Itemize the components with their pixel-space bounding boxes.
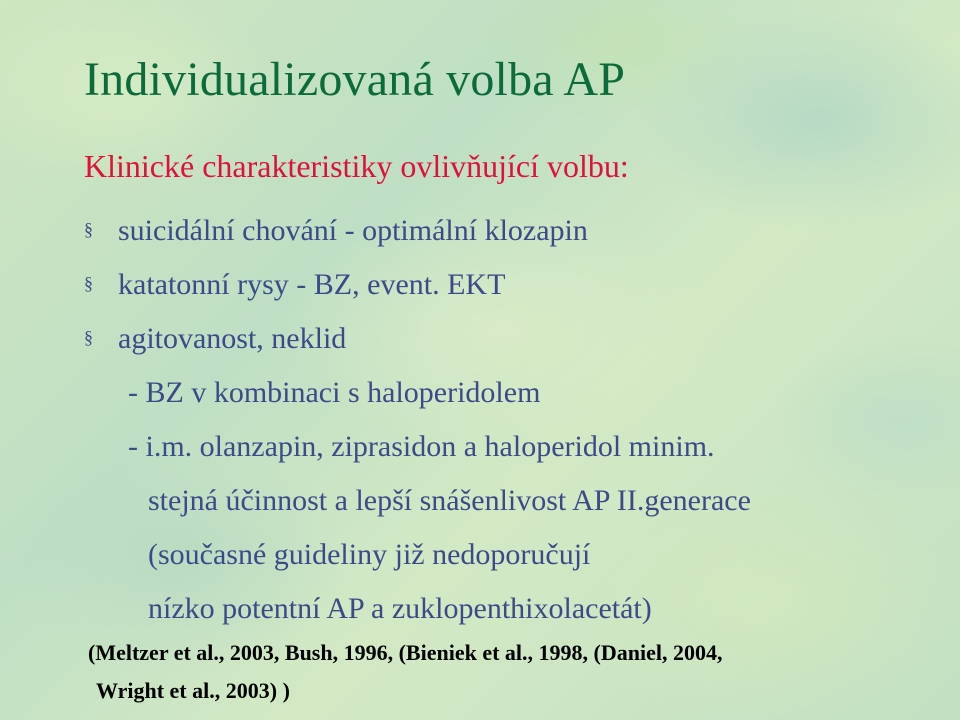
sub-line: - BZ v kombinaci s haloperidolem — [128, 376, 541, 409]
bullet-item — [84, 322, 346, 356]
bullet-text: agitovanost, neklid — [118, 322, 347, 355]
bullet-item — [84, 268, 505, 302]
sub-line: nízko potentní AP a zuklopenthixolacetát) — [148, 592, 652, 625]
slide-title: Individualizovaná volba AP — [84, 53, 626, 106]
reference-line: (Meltzer et al., 2003, Bush, 1996, (Bieniek et al., 1998, (Daniel, 2004, — [88, 640, 723, 665]
bullet-marker-icon: § — [84, 327, 93, 347]
sub-line: (současné guideliny již nedoporučují — [148, 538, 591, 571]
bullet-marker-icon: § — [84, 273, 93, 293]
sub-line: - i.m. olanzapin, ziprasidon a haloperidol minim. — [128, 430, 715, 463]
bullet-text: katatonní rysy - BZ, event. EKT — [118, 268, 506, 301]
bullet-item — [84, 214, 588, 248]
slide-subtitle: Klinické charakteristiky ovlivňující volbu: — [84, 148, 629, 184]
bullet-marker-icon: § — [84, 219, 93, 239]
sub-line: stejná účinnost a lepší snášenlivost AP II.generace — [148, 484, 751, 517]
bullet-text: suicidální chování - optimální klozapin — [118, 214, 588, 247]
reference-line: Wright et al., 2003) ) — [96, 678, 290, 703]
